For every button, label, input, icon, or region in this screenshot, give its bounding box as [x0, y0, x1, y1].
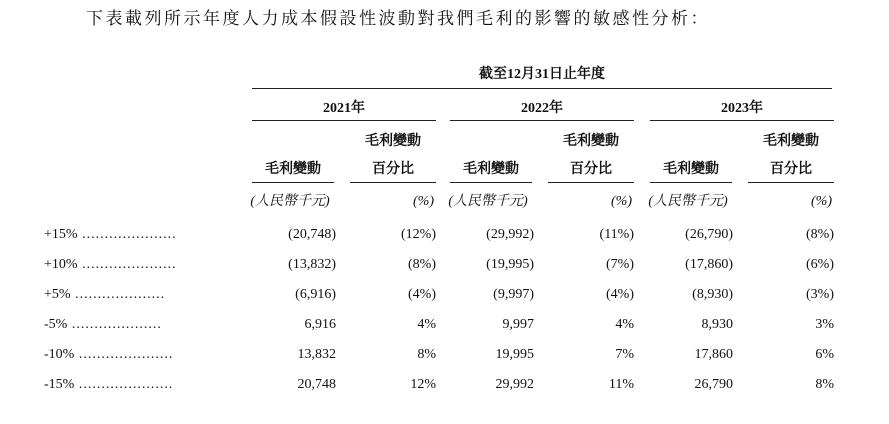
col-underline: [350, 182, 436, 183]
table-cell: (8,930): [692, 287, 733, 302]
row-label: [44, 256, 177, 274]
row-label: [44, 376, 173, 394]
row-label: [44, 346, 173, 364]
table-cell: 29,992: [495, 377, 534, 392]
period-header: 截至12月31日止年度: [479, 67, 605, 82]
dot-leader: .....................: [77, 257, 177, 272]
row-label-text: -5%: [44, 317, 68, 332]
year-underline-2023: [650, 120, 834, 121]
table-cell: (12%): [401, 227, 436, 242]
year-header-2023: 2023年: [721, 101, 763, 116]
dot-leader: .....................: [77, 227, 177, 242]
col-underline: [450, 182, 532, 183]
col-underline: [748, 182, 834, 183]
table-cell: 12%: [410, 377, 436, 392]
year-underline-2022: [450, 120, 634, 121]
intro-text: 下表載列所示年度人力成本假設性波動對我們毛利的影響的敏感性分析：: [86, 9, 710, 28]
table-cell: 6%: [815, 347, 834, 362]
row-label-text: -15%: [44, 377, 75, 392]
table-cell: (19,995): [486, 257, 534, 272]
table-cell: 17,860: [694, 347, 733, 362]
year-header-2021: 2021年: [323, 101, 365, 116]
table-cell: (4%): [408, 287, 436, 302]
unit-change-2021: (人民幣千元): [250, 194, 330, 209]
row-label: [44, 316, 162, 334]
table-cell: 7%: [615, 347, 634, 362]
table-cell: (3%): [806, 287, 834, 302]
dot-leader: .....................: [74, 347, 174, 362]
table-cell: (4%): [606, 287, 634, 302]
table-cell: (7%): [606, 257, 634, 272]
year-underline-2021: [252, 120, 436, 121]
table-cell: 9,997: [502, 317, 534, 332]
table-cell: 8%: [815, 377, 834, 392]
col-pct-line2-2021: 百分比: [372, 162, 414, 177]
row-label: [44, 226, 177, 244]
col-pct-line2-2022: 百分比: [570, 162, 612, 177]
col-pct-line1-2022: 毛利變動: [563, 134, 619, 149]
col-change-2022: 毛利變動: [463, 162, 519, 177]
row-label-text: +5%: [44, 287, 71, 302]
row-label: [44, 286, 165, 304]
col-underline: [252, 182, 334, 183]
dot-leader: ....................: [70, 287, 166, 302]
period-underline: [252, 88, 832, 89]
table-cell: 19,995: [495, 347, 534, 362]
table-cell: (17,860): [685, 257, 733, 272]
table-cell: 8,930: [701, 317, 733, 332]
table-cell: 4%: [417, 317, 436, 332]
table-cell: (8%): [408, 257, 436, 272]
year-header-2022: 2022年: [521, 101, 563, 116]
table-cell: 11%: [608, 377, 634, 392]
unit-pct-2022: (%): [611, 194, 632, 209]
table-cell: (20,748): [288, 227, 336, 242]
col-pct-line1-2021: 毛利變動: [365, 134, 421, 149]
table-cell: 6,916: [304, 317, 336, 332]
table-cell: 26,790: [694, 377, 733, 392]
dot-leader: ....................: [67, 317, 162, 332]
table-cell: (13,832): [288, 257, 336, 272]
unit-change-2022: (人民幣千元): [448, 194, 528, 209]
dot-leader: .....................: [74, 377, 174, 392]
table-cell: (29,992): [486, 227, 534, 242]
unit-pct-2023: (%): [811, 194, 832, 209]
table-cell: (9,997): [493, 287, 534, 302]
row-label-text: -10%: [44, 347, 75, 362]
row-label-text: +15%: [44, 227, 78, 242]
table-cell: 20,748: [297, 377, 336, 392]
table-cell: (11%): [599, 227, 634, 242]
table-cell: 3%: [815, 317, 834, 332]
table-cell: (26,790): [685, 227, 733, 242]
table-cell: (6%): [806, 257, 834, 272]
unit-pct-2021: (%): [413, 194, 434, 209]
col-underline: [650, 182, 732, 183]
col-change-2023: 毛利變動: [663, 162, 719, 177]
table-cell: 13,832: [297, 347, 336, 362]
col-pct-line2-2023: 百分比: [770, 162, 812, 177]
col-pct-line1-2023: 毛利變動: [763, 134, 819, 149]
unit-change-2023: (人民幣千元): [648, 194, 728, 209]
row-label-text: +10%: [44, 257, 78, 272]
table-cell: 8%: [417, 347, 436, 362]
col-underline: [548, 182, 634, 183]
table-cell: 4%: [615, 317, 634, 332]
col-change-2021: 毛利變動: [265, 162, 321, 177]
table-cell: (6,916): [295, 287, 336, 302]
table-cell: (8%): [806, 227, 834, 242]
